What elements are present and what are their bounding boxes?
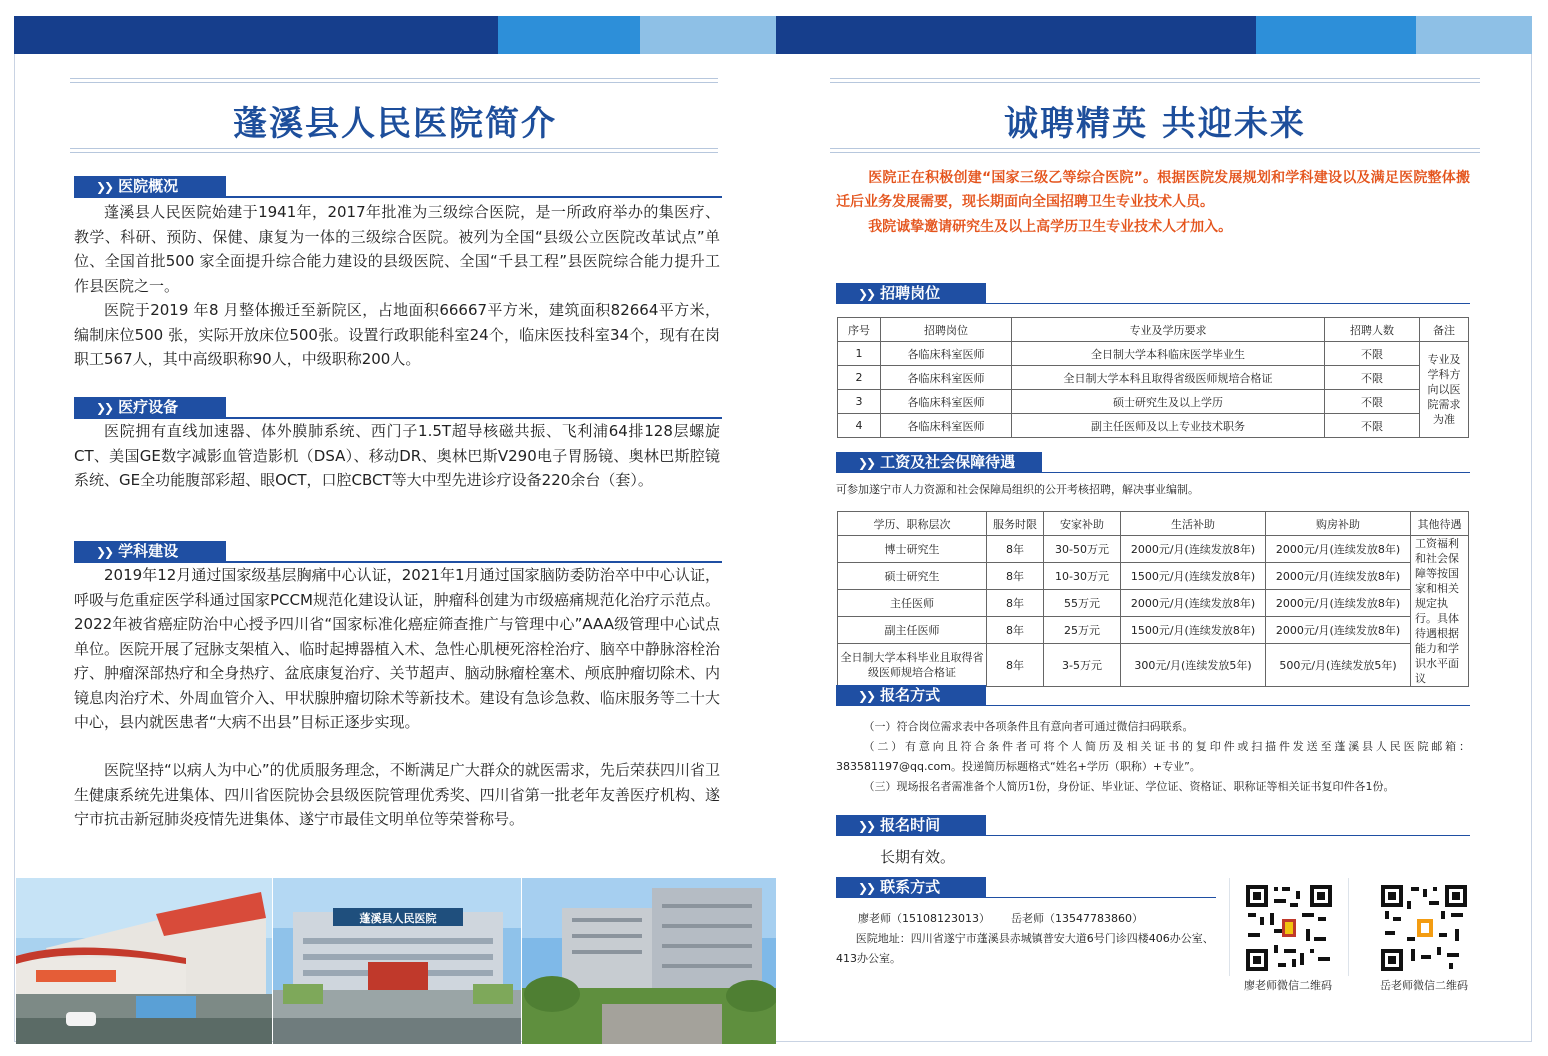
salary-table <box>837 511 1469 687</box>
table-cell: 各临床科室医师 <box>881 414 1012 438</box>
table-cell: 55万元 <box>1044 590 1121 617</box>
section-header-disciplines <box>74 541 722 563</box>
right-title-rule-bottom-2 <box>830 152 1480 153</box>
col-header: 序号 <box>838 318 881 342</box>
col-header: 招聘人数 <box>1325 318 1420 342</box>
photo-hospital-campus <box>522 878 776 1044</box>
table-cell: 8年 <box>987 617 1044 644</box>
double-chevron-icon: ❯❯ <box>858 287 875 301</box>
col-header: 招聘岗位 <box>881 318 1012 342</box>
header-bar-right-dark <box>776 16 1256 54</box>
table-row <box>838 536 1469 563</box>
table-cell: 4 <box>838 414 881 438</box>
table-cell: 25万元 <box>1044 617 1121 644</box>
table-cell: 8年 <box>987 536 1044 563</box>
salary-other-benefits: 工资福利和社会保障等按国家和相关规定执行。具体待遇根据能力和学识水平面议 <box>1411 536 1469 687</box>
table-cell: 8年 <box>987 590 1044 617</box>
table-cell: 2000元/月(连续发放8年) <box>1266 590 1411 617</box>
title-rule-bottom <box>70 148 718 149</box>
section-heading: 报名方式 <box>880 686 941 704</box>
col-header: 学历、职称层次 <box>838 512 987 536</box>
double-chevron-icon: ❯❯ <box>858 881 875 895</box>
qr-code-2-icon[interactable] <box>1379 883 1469 973</box>
title-rule-top-2 <box>70 82 718 83</box>
table-cell: 3-5万元 <box>1044 644 1121 687</box>
section-header-apply <box>836 685 1470 707</box>
header-bar-right-mid <box>1256 16 1416 54</box>
table-row <box>838 390 1469 414</box>
table-cell: 2 <box>838 366 881 390</box>
right-title-rule-top-2 <box>830 82 1480 83</box>
table-cell: 1500元/月(连续发放8年) <box>1121 563 1266 590</box>
apply-item-2: （二）有意向且符合条件者可将个人简历及相关证书的复印件或扫描件发送至蓬溪县人民医院邮箱：383581197@qq.com。投递简历标题格式“姓名+学历（职称）+专业”。 <box>836 740 1470 773</box>
equipment-paragraph: 医院拥有直线加速器、体外膜肺系统、西门子1.5T超导核磁共振、飞利浦64排128层螺旋CT、美国GE数字减影血管造影机（DSA）、移动DR、奥林巴斯V290电子胃肠镜、奥林巴斯腔镜系统、GE全功能腹部彩超、眼OCT，口腔CBCT等大中型先进诊疗设备220余台（套）。 <box>74 422 720 489</box>
table-cell: 不限 <box>1325 390 1420 414</box>
table-cell: 各临床科室医师 <box>881 390 1012 414</box>
disciplines-paragraph-1: 2019年12月通过国家级基层胸痛中心认证，2021年1月通过国家脑防委防治卒中中心认证，呼吸与危重症医学科通过国家PCCM规范化建设认证，肿瘤科创建为市级癌痛规范化治疗示范点。2022年被省癌症防治中心授予四川省“国家标准化癌症筛查推广与管理中心”AAA级管理中心试点单位。医院开展了冠脉支架植入、临时起搏器植入术、急性心肌梗死溶栓治疗、脑卒中静脉溶栓治疗、肿瘤深部热疗和全身热疗、盆底康复治疗、关节超声、脑动脉瘤栓塞术、颅底肿瘤切除术、内镜息肉治疗术、外周血管介入、甲状腺肿瘤切除术等新技术。建设有急诊急救、临床服务等二十大中心，县内就医患者“大病不出县”目标正逐步实现。 <box>74 566 720 731</box>
table-cell: 不限 <box>1325 366 1420 390</box>
double-chevron-icon: ❯❯ <box>858 456 875 470</box>
right-page-title: 诚聘精英 共迎未来 <box>1004 104 1306 144</box>
contact-phones: 廖老师（15108123013） 岳老师（13547783860） <box>858 912 1143 925</box>
section-header-equipment <box>74 397 722 419</box>
section-header-positions <box>836 283 1470 305</box>
table-cell: 主任医师 <box>838 590 987 617</box>
header-bar-left-dark <box>14 16 498 54</box>
apply-item-1: （一）符合岗位需求表中各项条件且有意向者可通过微信扫码联系。 <box>863 720 1194 733</box>
table-cell: 硕士研究生及以上学历 <box>1012 390 1325 414</box>
table-row <box>838 342 1469 366</box>
table-cell: 500元/月(连续发放5年) <box>1266 644 1411 687</box>
col-header: 安家补助 <box>1044 512 1121 536</box>
photo-emergency-building <box>16 878 272 1044</box>
header-bar-left-mid <box>498 16 640 54</box>
col-header: 专业及学历要求 <box>1012 318 1325 342</box>
table-cell: 副主任医师 <box>838 617 987 644</box>
table-row <box>838 563 1469 590</box>
qr-code-1-icon[interactable] <box>1244 883 1334 973</box>
table-cell: 1500元/月(连续发放8年) <box>1121 617 1266 644</box>
double-chevron-icon: ❯❯ <box>858 689 875 703</box>
overview-paragraph-2: 医院于2019 年8 月整体搬迁至新院区，占地面积66667平方米，建筑面积82664平方米，编制床位500 张，实际开放床位500张。设置行政职能科室24个，临床医技科室34个，现有在岗职工567人，其中高级职称90人，中级职称200人。 <box>74 301 720 368</box>
double-chevron-icon: ❯❯ <box>96 401 113 415</box>
section-heading: 医疗设备 <box>118 398 179 416</box>
overview-paragraph-1: 蓬溪县人民医院始建于1941年，2017年批准为三级综合医院，是一所政府举办的集医疗、教学、科研、预防、保健、康复为一体的三级综合医院。被列为全国“县级公立医院改革试点”单位、全国首批500 家全面提升综合能力建设的县级医院、全国“千县工程”县医院综合能力提升工作县医院之一。 <box>74 203 720 295</box>
table-cell: 副主任医师及以上专业技术职务 <box>1012 414 1325 438</box>
double-chevron-icon: ❯❯ <box>96 545 113 559</box>
table-cell: 博士研究生 <box>838 536 987 563</box>
table-cell: 30-50万元 <box>1044 536 1121 563</box>
table-cell: 10-30万元 <box>1044 563 1121 590</box>
table-cell: 硕士研究生 <box>838 563 987 590</box>
section-heading: 报名时间 <box>880 816 941 834</box>
section-heading: 联系方式 <box>880 878 941 896</box>
photo-hospital-main-building <box>273 878 521 1044</box>
right-title-rule-bottom <box>830 148 1480 149</box>
table-cell: 2000元/月(连续发放8年) <box>1266 563 1411 590</box>
col-header: 备注 <box>1420 318 1469 342</box>
table-cell: 全日制大学本科毕业且取得省级医师规培合格证 <box>838 644 987 687</box>
section-header-apply-time <box>836 815 1470 837</box>
table-cell: 2000元/月(连续发放8年) <box>1121 590 1266 617</box>
table-cell: 2000元/月(连续发放8年) <box>1266 617 1411 644</box>
table-cell: 8年 <box>987 563 1044 590</box>
col-header: 服务时限 <box>987 512 1044 536</box>
table-row <box>838 644 1469 687</box>
title-rule-top <box>70 78 718 79</box>
disciplines-paragraph-2: 医院坚持“以病人为中心”的优质服务理念，不断满足广大群众的就医需求，先后荣获四川省卫生健康系统先进集体、四川省医院协会县级医院管理优秀奖、四川省第一批老年友善医疗机构、遂宁市抗击新冠肺炎疫情先进集体、遂宁市最佳文明单位等荣誉称号。 <box>74 761 720 828</box>
col-header: 其他待遇 <box>1411 512 1469 536</box>
table-cell: 2000元/月(连续发放8年) <box>1266 536 1411 563</box>
table-cell: 全日制大学本科临床医学毕业生 <box>1012 342 1325 366</box>
section-heading: 招聘岗位 <box>880 284 941 302</box>
table-row <box>838 617 1469 644</box>
recruit-intro-2: 我院诚挚邀请研究生及以上高学历卫生专业技术人才加入。 <box>868 219 1233 235</box>
title-rule-bottom-2 <box>70 152 718 153</box>
left-page-title: 蓬溪县人民医院简介 <box>233 104 557 144</box>
table-cell: 全日制大学本科且取得省级医师规培合格证 <box>1012 366 1325 390</box>
qr-caption-2: 岳老师微信二维码 <box>1380 979 1468 992</box>
col-header: 购房补助 <box>1266 512 1411 536</box>
table-row <box>838 414 1469 438</box>
section-header-salary <box>836 452 1470 474</box>
section-header-contact <box>836 877 1216 899</box>
table-cell: 300元/月(连续发放5年) <box>1121 644 1266 687</box>
table-row <box>838 590 1469 617</box>
positions-note: 专业及学科方向以医院需求为准 <box>1420 342 1469 438</box>
table-cell: 1 <box>838 342 881 366</box>
table-row <box>838 366 1469 390</box>
section-header-overview <box>74 176 722 198</box>
header-bar-left-light <box>640 16 776 54</box>
positions-table <box>837 317 1469 438</box>
section-heading: 工资及社会保障待遇 <box>880 453 1016 471</box>
table-cell: 3 <box>838 390 881 414</box>
table-cell: 2000元/月(连续发放8年) <box>1121 536 1266 563</box>
qr-caption-1: 廖老师微信二维码 <box>1244 979 1332 992</box>
double-chevron-icon: ❯❯ <box>96 180 113 194</box>
salary-intro: 可参加遂宁市人力资源和社会保障局组织的公开考核招聘，解决事业编制。 <box>836 483 1199 496</box>
section-heading: 医院概况 <box>118 177 179 195</box>
recruit-intro-1: 医院正在积极创建“国家三级乙等综合医院”。根据医院发展规划和学科建设以及满足医院整体搬迁后业务发展需要，现长期面向全国招聘卫生专业技术人员。 <box>836 170 1470 210</box>
table-cell: 各临床科室医师 <box>881 342 1012 366</box>
table-cell: 不限 <box>1325 414 1420 438</box>
right-title-rule-top <box>830 78 1480 79</box>
col-header: 生活补助 <box>1121 512 1266 536</box>
contact-address: 医院地址：四川省遂宁市蓬溪县赤城镇普安大道6号门诊四楼406办公室、413办公室。 <box>836 932 1214 965</box>
section-heading: 学科建设 <box>118 542 179 560</box>
table-cell: 不限 <box>1325 342 1420 366</box>
header-bar-right-light <box>1416 16 1532 54</box>
apply-item-3: （三）现场报名者需准备个人简历1份，身份证、毕业证、学位证、资格证、职称证等相关证书复印件各1份。 <box>863 780 1395 793</box>
apply-time-text: 长期有效。 <box>880 848 956 866</box>
hospital-sign-text: 蓬溪县人民医院 <box>359 912 437 925</box>
table-cell: 各临床科室医师 <box>881 366 1012 390</box>
table-cell: 8年 <box>987 644 1044 687</box>
double-chevron-icon: ❯❯ <box>858 819 875 833</box>
